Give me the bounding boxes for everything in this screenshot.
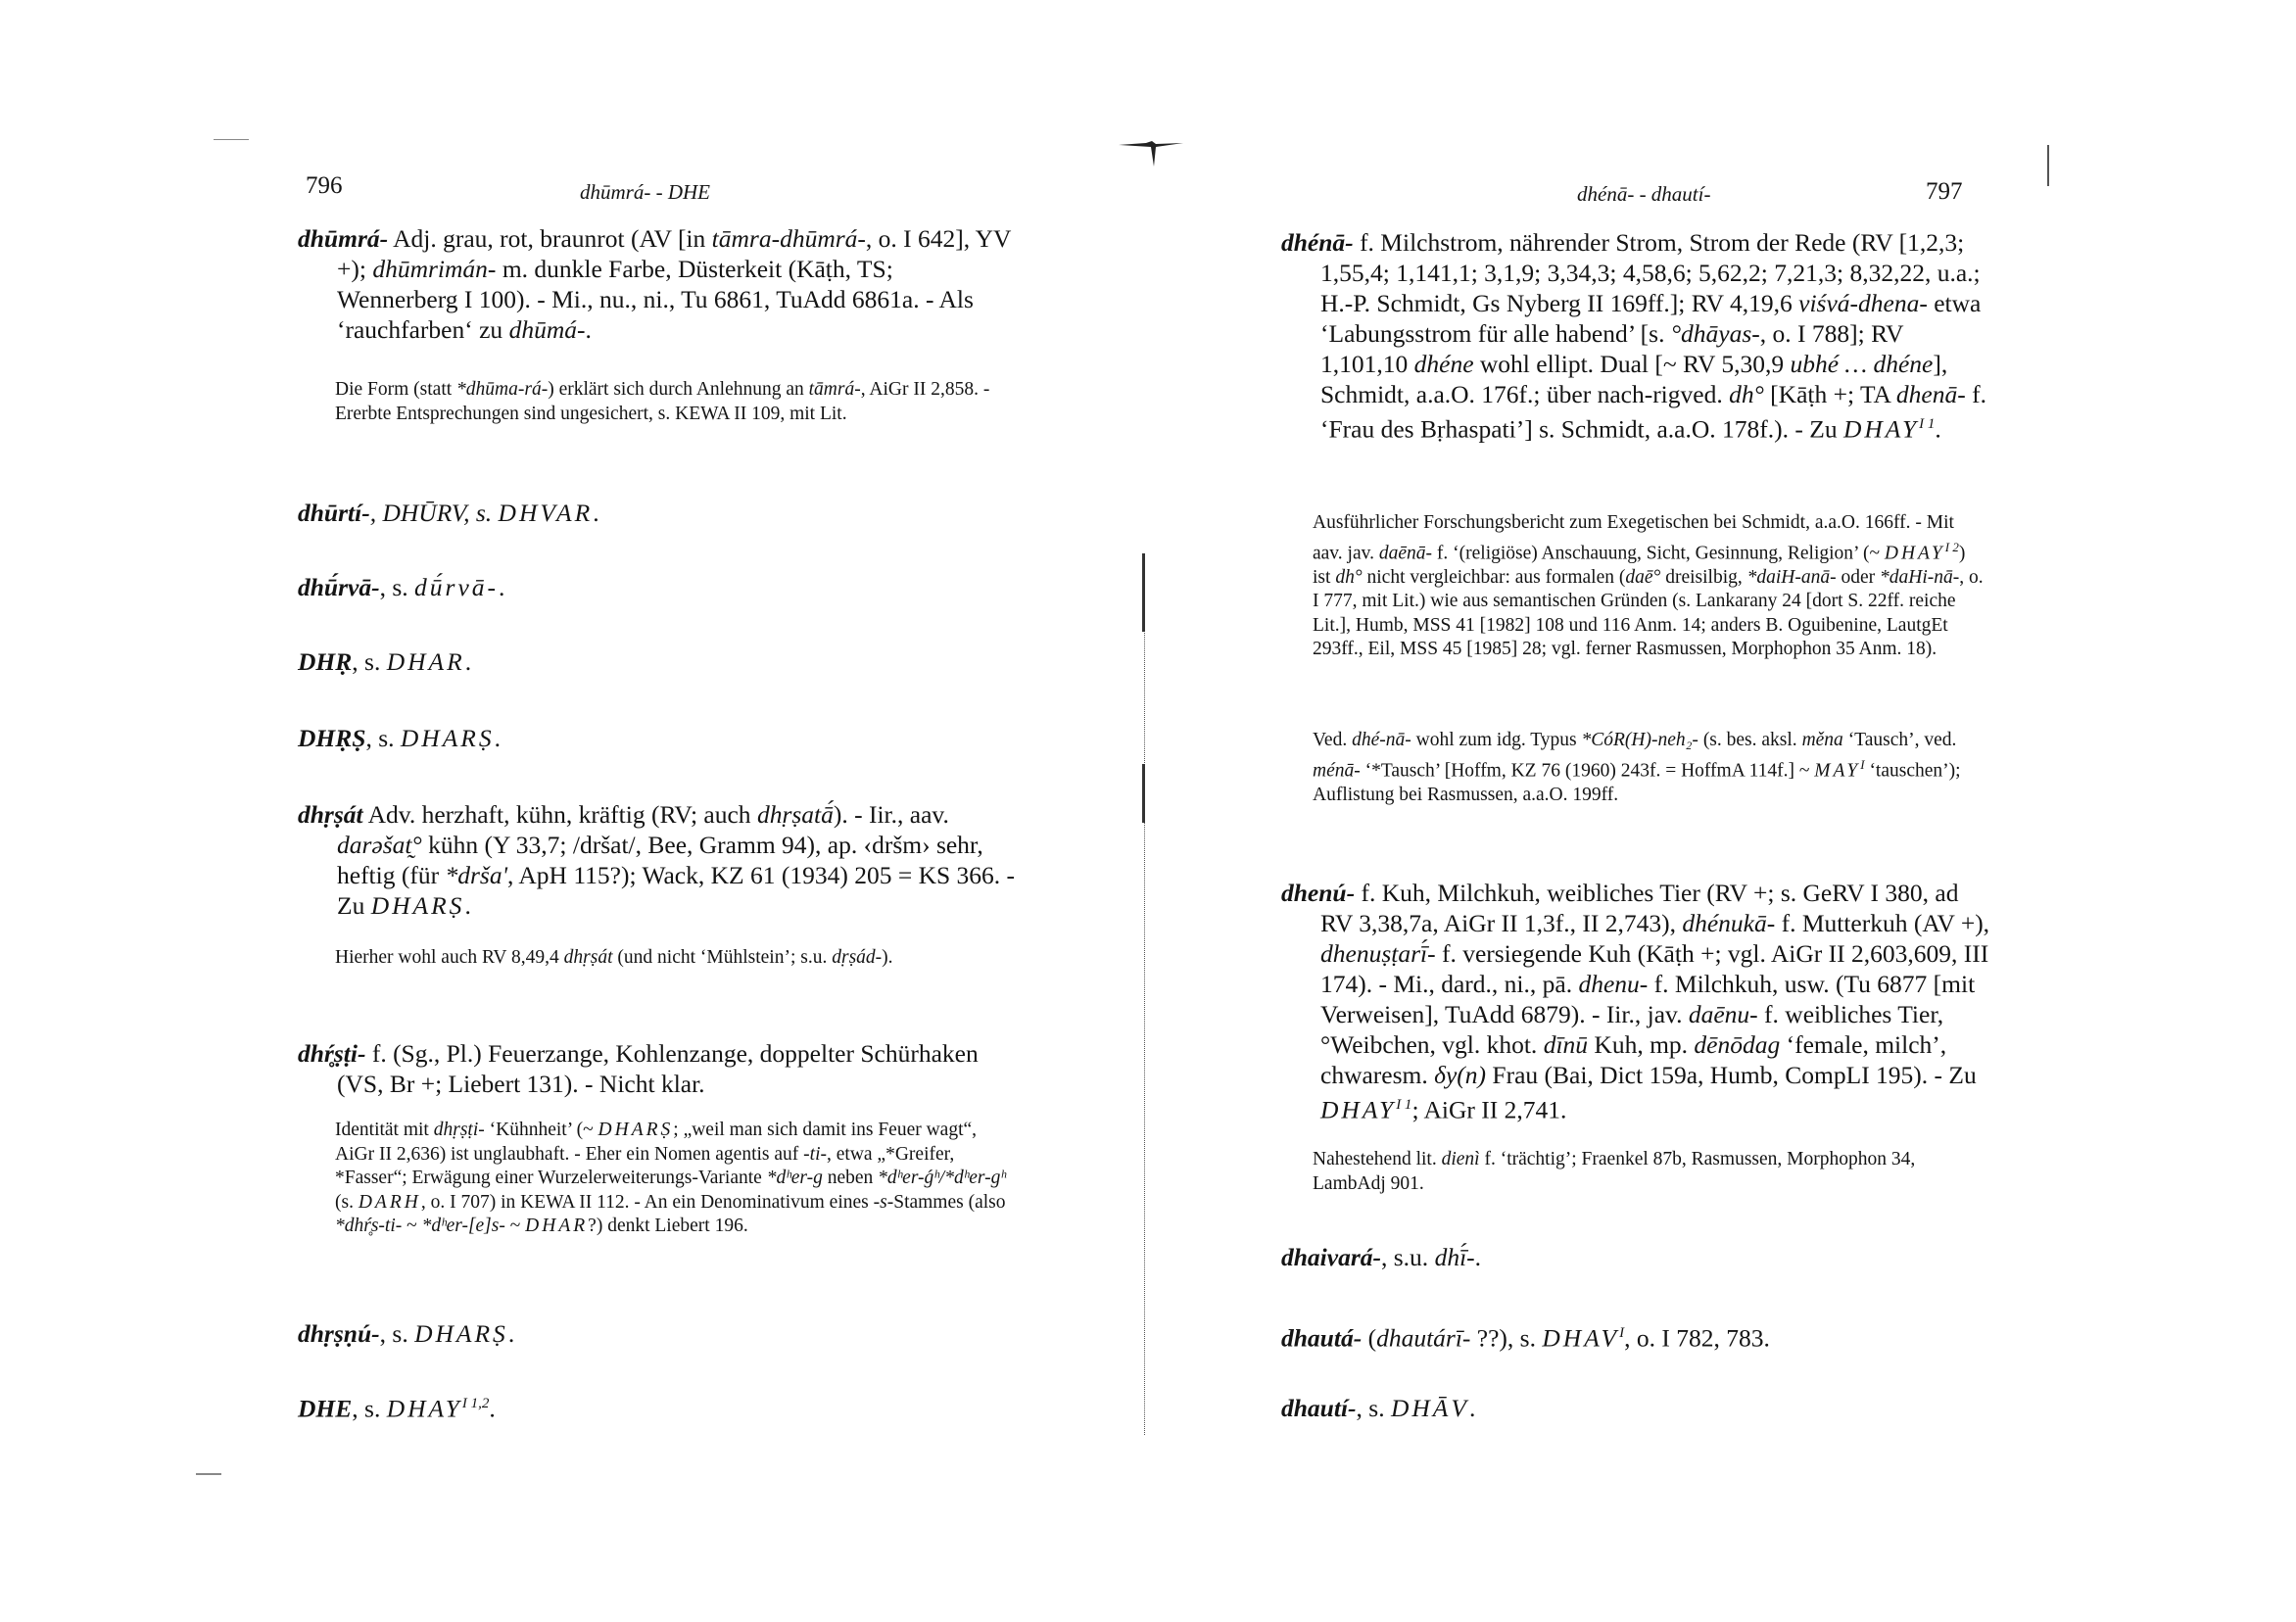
entry-dhrsnu: dhṛṣṇú-, s. DHARṢ. <box>298 1319 515 1348</box>
entry-dhrsat: dhṛṣát Adv. herzhaft, kühn, kräftig (RV; auch dhṛṣatā́). - Iir., aav. darəšat̰° kühn (Y 33,7; /dršat/, Bee, Gramm 94), ap. ‹dršm› sehr, heftig (für *drša', ApH 115?); Wack, KZ 61 (1934) 205 = KS 366. - Zu DHARṢ. <box>298 800 1016 920</box>
note-dhumra: Die Form (statt *dhūma-rá-) erklärt sich durch Anlehnung an tāmrá-, AiGr II 2,858. - Ererbte Entsprechungen sind ungesichert, s. KEWA II 109, mit Lit. <box>335 379 990 424</box>
note-dhrsti: Identität mit dhṛṣṭi- ‘Kühnheit’ (~ DHARṢ; „weil man sich damit ins Feuer wagt“, AiGr II 2,636) ist unglaubhaft. - Eher ein Nomen agentis auf -ti-, etwa „*Greifer, *Fasser“; Erwägung einer Wurzelerweiterungs-Variante *dʰer-g neben *dʰer-ǵʰ/*dʰer-gʰ (s. DARH, o. I 707) in KEWA II 112. - An ein Denominativum eines -s-Stammes (also *dhŕ̥s-ti- ~ *dʰer-[e]s- ~ DHAR?) denkt Liebert 196. <box>335 1120 1006 1236</box>
entry-dhenu: dhenú- f. Kuh, Milchkuh, weibliches Tier (RV +; s. GeRV I 380, ad RV 3,38,7a, AiGr II 1,3f., II 2,743), dhénukā- f. Mutterkuh (AV +), dhenuṣṭarī́- f. versiegende Kuh (Kāṭh +; vgl. AiGr II 2,603,609, III 174). - Mi., dard., ni., pā. dhenu- f. Milchkuh, usw. (Tu 6877 [mit Verweisen], TuAdd 6879). - Iir., jav. daēnu- f. weibliches Tier, °Weibchen, vgl. khot. dīnū Kuh, mp. dēnōdag ‘female, milch’, chwaresm. δy(n) Frau (Bai, Dict 159a, Humb, CompLI 195). - Zu $DHAY^{I 1}$; AiGr II 2,741. <box>1281 879 1990 1124</box>
note-dhrsat: Hierher wohl auch RV 8,49,4 dhṛṣát (und nicht ‘Mühlstein’; s.u. dṛṣád-). <box>335 947 893 968</box>
running-head-right: dhénā- - dhautí- <box>1577 182 1711 206</box>
running-head-left: dhūmrá- - DHE <box>580 180 710 204</box>
entry-dhumra: dhūmrá- Adj. grau, rot, braunrot (AV [in tāmra-dhūmrá-, o. I 642], YV +); dhūmrimán- m. dunkle Farbe, Düsterkeit (Kāṭh, TS; Wennerberg I 100). - Mi., nu., ni., Tu 6861, TuAdd 6861a. - Als ‘rauchfarben‘ zu dhūmá-. <box>298 224 1011 344</box>
note-dhena-2: Ved. dhé-nā- wohl zum idg. Typus *CóR(H)-neh₂- (s. bes. aksl. měna ‘Tausch’, ved. ménā- ‘*Tausch’ [Hoffm, KZ 76 (1960) 243f. = HoffmA 114f.] ~ $MAY^I$ ‘tauschen’); Auflistung bei Rasmussen, a.a.O. 199ff. <box>1313 730 1961 805</box>
note-dhena-1: Ausführlicher Forschungsbericht zum Exegetischen bei Schmidt, a.a.O. 166ff. - Mit aav. jav. daēnā- f. ‘(religiöse) Anschauung, Sicht, Gesinnung, Religion’ (~ $DHAY^{I 2}$) ist dh° nicht vergleichbar: aus formalen (daē° dreisilbig, *daiH-anā- oder *daHi-nā-, o. I 777, mit Lit.) wie aus semantischen Gründen (s. Lankarany 24 [dort S. 22ff. reiche Lit.], Humb, MSS 41 [1982] 108 und 116 Anm. 14; anders B. Oguibenine, LautgEt 293ff., Eil, MSS 45 [1985] 28; vgl. ferner Rasmussen, Morphophon 35 Anm. 18). <box>1313 512 1984 659</box>
right-page <box>1148 0 2296 1622</box>
lemma: dhūmrá- <box>298 224 389 253</box>
page-number-right: 797 <box>1926 178 1963 205</box>
entry-dhurti: dhūrtí-, DHŪRV, s. DHVAR. <box>298 499 599 527</box>
entry-dhena: dhénā- f. Milchstrom, nährender Strom, Strom der Rede (RV [1,2,3; 1,55,4; 1,141,1; 3,1,9; 3,34,3; 4,58,6; 5,62,2; 7,21,3; 8,32,22, u.a.; H.-P. Schmidt, Gs Nyberg II 169ff.]; RV 4,19,6 viśvá-dhena- etwa ‘Labungsstrom für alle habend’ [s. °dhāyas-, o. I 788]; RV 1,101,10 dhéne wohl ellipt. Dual [~ RV 5,30,9 ubhé … dhéne], Schmidt, a.a.O. 176f.; über nach-rigved. dh° [Kāṭh +; TA dhenā- f. ‘Frau des Bṛhaspati’] s. Schmidt, a.a.O. 178f.). - Zu $DHAY^{I 1}$. <box>1281 228 1986 444</box>
entry-dhr: DHṚ, s. DHAR. <box>298 647 472 676</box>
entry-dhrsti: dhŕ̥ṣṭi- f. (Sg., Pl.) Feuerzange, Kohlenzange, doppelter Schürhaken (VS, Br +; Liebert 131). - Nicht klar. <box>298 1039 979 1098</box>
entry-dhauta: dhautá- (dhautárī- ??), s. $DHAV^I$, o. I 782, 783. <box>1281 1323 1770 1353</box>
entry-dhe: DHE, s. $DHAY^{I 1,2}$. <box>298 1394 496 1423</box>
entry-dhurva: dhū́rvā-, s. dū́rvā-. <box>298 573 505 601</box>
entry-dhauti: dhautí-, s. DHĀV. <box>1281 1394 1476 1422</box>
page-number-left: 796 <box>306 172 343 199</box>
entry-dhrs: DHṚṢ, s. DHARṢ. <box>298 724 501 752</box>
entry-dhaivara: dhaivará-, s.u. dhī́-. <box>1281 1243 1482 1271</box>
note-dhenu: Nahestehend lit. dienì f. ‘trächtig’; Fraenkel 87b, Rasmussen, Morphophon 34, LambAdj 901. <box>1313 1149 1916 1194</box>
